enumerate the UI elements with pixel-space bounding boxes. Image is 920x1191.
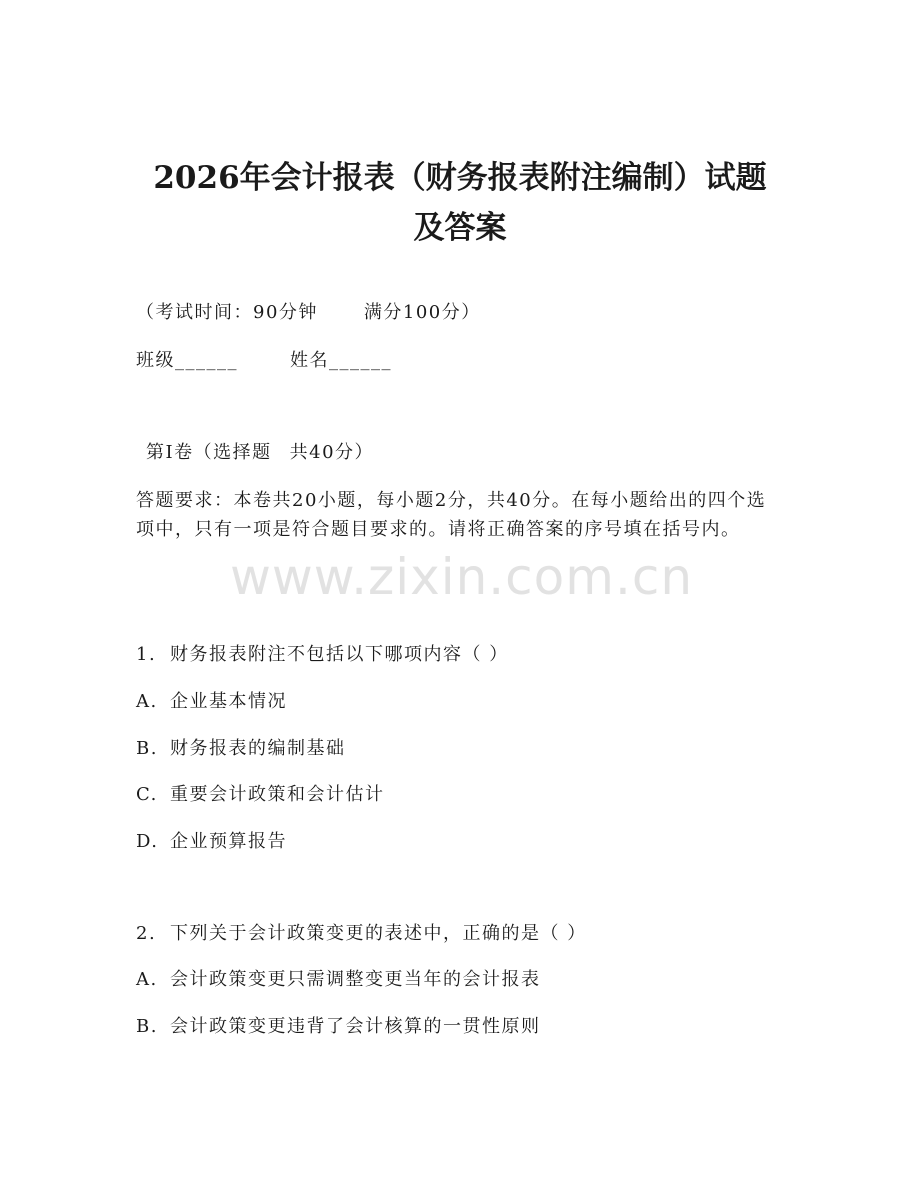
section-heading xyxy=(146,441,806,465)
document-title-line-2: 及答案 xyxy=(413,210,507,246)
option-letter: B. xyxy=(136,1016,158,1037)
option-text: 重要会计政策和会计估计 xyxy=(170,784,385,805)
question-number: 2. xyxy=(136,923,157,944)
option-text: 财务报表的编制基础 xyxy=(170,738,346,759)
exam-info xyxy=(136,301,796,325)
answer-instructions: 答题要求：本卷共20小题，每小题2分，共40分。在每小题给出的四个选项中，只有一项是符合题目要求的。请将正确答案的序号填在括号内。 xyxy=(136,490,767,540)
option-1c xyxy=(136,783,796,807)
document-title-line-1: 2026年会计报表（财务报表附注编制）试题 xyxy=(153,160,767,196)
exam-score: 满分100分） xyxy=(363,302,481,323)
name-field: 姓名______ xyxy=(290,350,392,371)
option-1a xyxy=(136,690,796,714)
option-letter: B. xyxy=(136,738,158,759)
class-field: 班级______ xyxy=(136,350,238,371)
question-text: 财务报表附注不包括以下哪项内容（ ） xyxy=(170,644,509,665)
option-text: 会计政策变更违背了会计核算的一贯性原则 xyxy=(170,1016,541,1037)
option-letter: A. xyxy=(136,691,158,712)
option-letter: D. xyxy=(136,831,159,852)
section-points: 共40分） xyxy=(289,442,375,463)
exam-time: （考试时间：90分钟 xyxy=(136,302,318,323)
option-2a xyxy=(136,968,796,992)
option-text: 会计政策变更只需调整变更当年的会计报表 xyxy=(170,969,541,990)
option-letter: C. xyxy=(136,784,158,805)
question-text: 下列关于会计政策变更的表述中，正确的是（ ） xyxy=(170,923,587,944)
question-2 xyxy=(136,922,796,946)
option-letter: A. xyxy=(136,969,158,990)
option-text: 企业预算报告 xyxy=(170,831,287,852)
option-1b xyxy=(136,737,796,761)
question-number: 1. xyxy=(136,644,157,665)
option-1d xyxy=(136,830,796,854)
student-info xyxy=(136,349,796,373)
option-text: 企业基本情况 xyxy=(170,691,287,712)
section-part: 第Ⅰ卷（选择题 xyxy=(146,442,272,463)
option-2b xyxy=(136,1015,796,1039)
question-1 xyxy=(136,643,796,667)
watermark: www.zixin.com.cn xyxy=(230,548,694,606)
